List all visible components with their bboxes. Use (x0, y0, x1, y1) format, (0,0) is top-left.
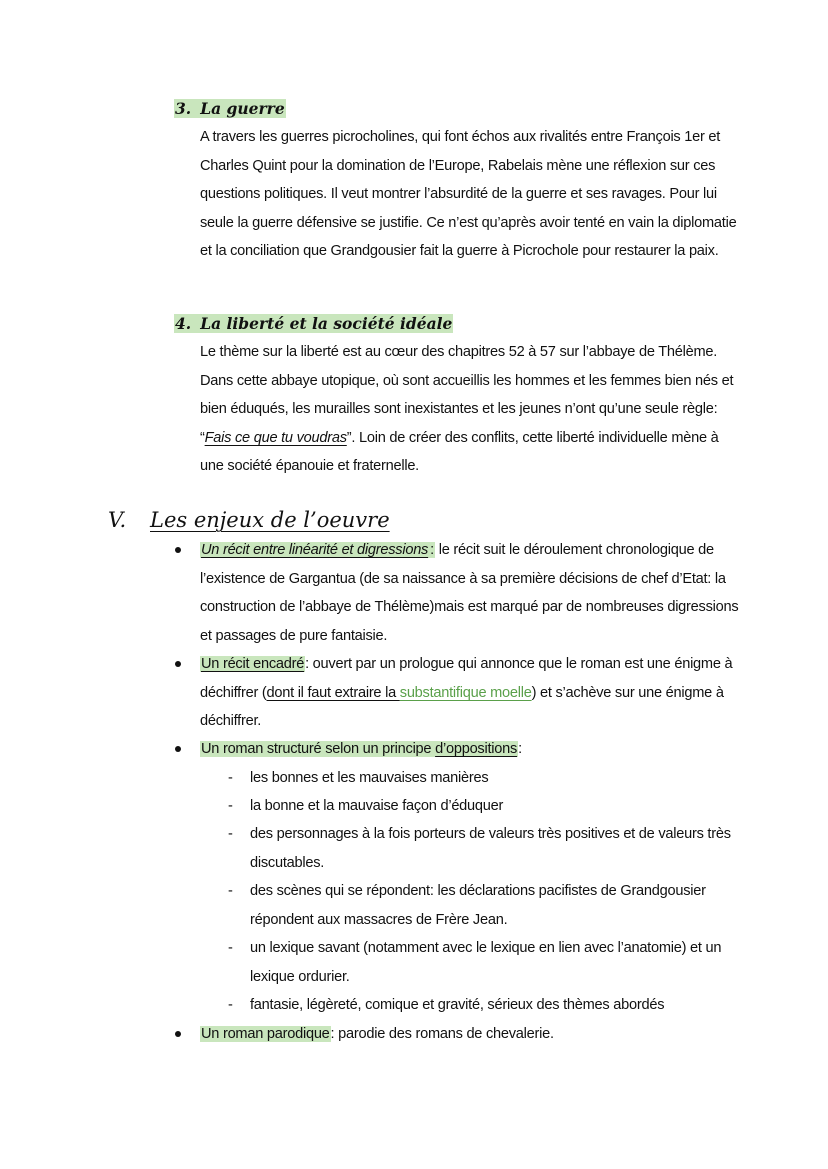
substantifique-moelle-link[interactable]: substantifique moelle (399, 684, 532, 701)
subsection-number: 4. (175, 314, 192, 333)
bullet-label: Un récit encadré (201, 656, 305, 672)
subsection-heading-war (174, 99, 286, 118)
paragraph-line: bien éduqués, les murailles sont inexistantes et les jeunes n’ont qu’une seule règle: (200, 401, 718, 418)
quote-rest: ”. Loin de créer des conflits, cette liberté individuelle mène à (346, 429, 719, 446)
bullet-item (200, 1020, 740, 1049)
dash-item (228, 820, 750, 877)
dash-line: un lexique savant (notamment avec le lexique en lien avec l’anatomie) et un (250, 940, 722, 956)
dash-item (228, 792, 750, 821)
dash-marker: - (228, 826, 233, 842)
dash-item (228, 764, 750, 793)
dash-marker: - (228, 997, 233, 1013)
bullet-colon: : (430, 542, 434, 558)
paragraph-line: Dans cette abbaye utopique, où sont accueillis les hommes et les femmes bien nés et (200, 372, 734, 389)
bullet-label: Un récit entre linéarité et digressions (201, 542, 429, 558)
paragraph-liberty (200, 338, 740, 481)
bullet-line: et passages de pure fantaisie. (200, 627, 388, 644)
dash-marker: - (228, 798, 233, 814)
bullet-rest: : ouvert par un prologue qui annonce que le roman est une énigme à (305, 656, 733, 672)
paragraph-line: Charles Quint pour la domination de l’Europe, Rabelais mène une réflexion sur ces (200, 157, 716, 174)
subsection-title: La guerre (200, 99, 285, 118)
paragraph-line: Le thème sur la liberté est au cœur des chapitres 52 à 57 sur l’abbaye de Thélème. (200, 344, 718, 360)
bullet-item (200, 536, 740, 650)
bullet-text: ) et s’achève sur une énigme à (531, 684, 724, 701)
bullet-line (200, 679, 740, 708)
paragraph-war (200, 123, 740, 266)
paragraph-line-quote (200, 424, 740, 453)
paragraph-line: A travers les guerres picrocholines, qui font échos aux rivalités entre François 1er et (200, 129, 721, 145)
bullet-text: déchiffrer ( (200, 684, 267, 701)
dash-line: fantasie, légèreté, comique et gravité, sérieux des thèmes abordés (250, 997, 665, 1013)
heading-highlight (174, 99, 286, 118)
heading-highlight (174, 314, 453, 333)
thelema-motto: Fais ce que tu voudras (204, 429, 347, 446)
bullet-item (200, 735, 740, 764)
paragraph-line: une société épanouie et fraternelle. (200, 458, 419, 475)
section-title: Les enjeux de l’oeuvre (150, 508, 390, 532)
dash-line: des personnages à la fois porteurs de valeurs très positives et de valeurs très (250, 826, 731, 842)
dash-line: répondent aux massacres de Frère Jean. (250, 911, 508, 928)
bullet-line (200, 536, 740, 565)
dash-item (228, 934, 750, 991)
bullet-label-text: Un roman structuré selon un principe (201, 741, 436, 757)
dash-line: les bonnes et les mauvaises manières (250, 770, 489, 786)
bullet-rest: le récit suit le déroulement chronologique de (434, 542, 714, 558)
bullet-label-underlined: d’oppositions (435, 741, 518, 757)
bullet-dot (175, 547, 181, 553)
bullet-line: construction de l’abbaye de Thélème)mais est marqué par de nombreuses digressions (200, 599, 739, 616)
dash-marker: - (228, 770, 233, 786)
section-heading-stakes (108, 508, 390, 532)
bullet-dot (175, 1031, 181, 1037)
bullet-colon: : (518, 741, 522, 757)
bullet-line (200, 650, 740, 679)
dash-line: la bonne et la mauvaise façon d’éduquer (250, 798, 504, 814)
bullet-item (200, 650, 740, 736)
dash-marker: - (228, 883, 233, 899)
dash-line: des scènes qui se répondent: les déclarations pacifistes de Grandgousier (250, 883, 706, 899)
dash-item (228, 991, 750, 1020)
bullet-line: déchiffrer. (200, 713, 262, 730)
bullet-rest: : parodie des romans de chevalerie. (330, 1026, 554, 1042)
paragraph-line: seule la guerre défensive se justifie. Ce n’est qu’après avoir tenté en vain la diplomatie (200, 214, 737, 231)
bullet-dot (175, 746, 181, 752)
bullet-dot (175, 661, 181, 667)
subsection-heading-liberty (174, 314, 453, 333)
dash-line: lexique ordurier. (250, 968, 350, 985)
paragraph-line: et la conciliation que Grandgousier fait la guerre à Picrochole pour restaurer la paix. (200, 243, 719, 260)
dash-marker: - (228, 940, 233, 956)
quote-mark: “ (200, 429, 205, 446)
dash-line: discutables. (250, 854, 325, 871)
bullet-line: l’existence de Gargantua (de sa naissance à sa première décisions de chef d’Etat: la (200, 570, 726, 587)
section-roman-numeral: V. (108, 508, 127, 532)
bullet-line (200, 1020, 740, 1049)
bullet-label: Un roman parodique (201, 1026, 330, 1042)
bullet-line (200, 735, 740, 764)
subsection-number: 3. (175, 99, 192, 118)
subsection-title: La liberté et la société idéale (200, 314, 453, 333)
bullet-label (200, 741, 518, 757)
paragraph-line: questions politiques. Il veut montrer l’absurdité de la guerre et ses ravages. Pour lui (200, 186, 717, 203)
underlined-text: dont il faut extraire la (266, 684, 400, 701)
dash-item (228, 877, 750, 934)
